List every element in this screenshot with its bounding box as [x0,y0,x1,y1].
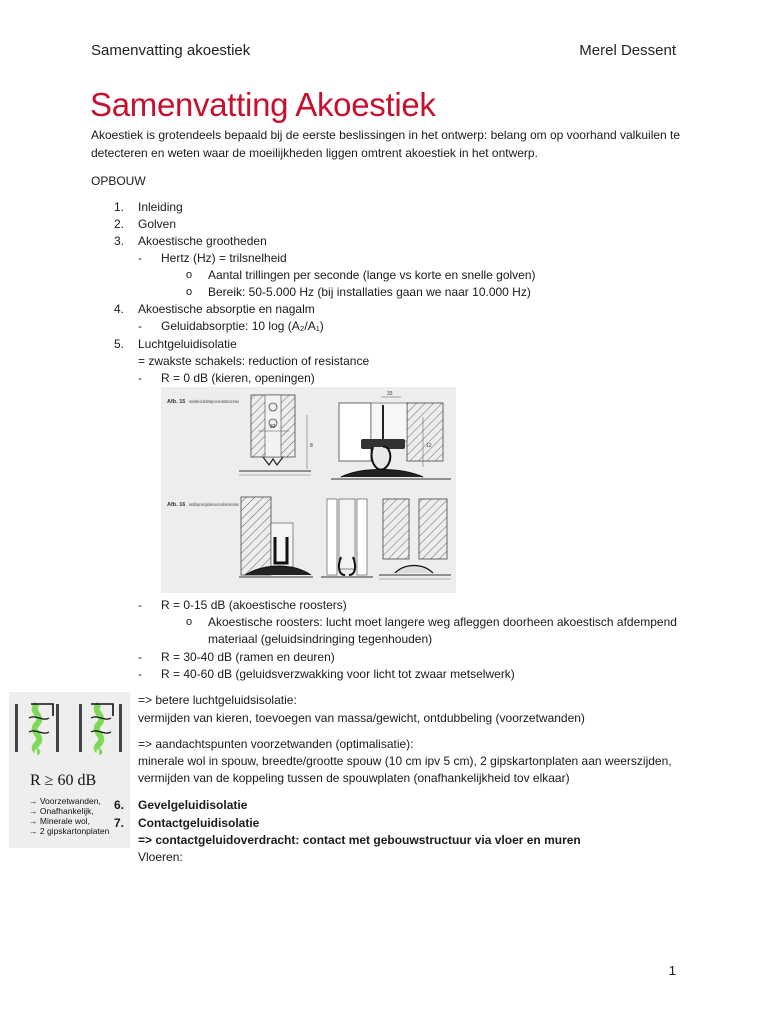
list-number: 6. [114,798,125,812]
sub-item-hertz: Hertz (Hz) = trilsnelheid [161,251,287,265]
caption-afb-15: Voorbeelden van kierdichtingen aan de onderkant van de deur. [189,399,239,404]
dimension-12: 12 [426,443,432,449]
seal-detail-b [331,391,451,479]
list-number: 2. [114,217,125,231]
list-item-golven: Golven [138,217,177,231]
header-document-title: Samenvatting akoestiek [91,42,251,59]
dimension-8: 8 [310,443,313,449]
sub-sub-item-trillingen: Aantal trillingen per seconde (lange vs korte en snelle golven) [208,268,536,282]
door-seal-figure [161,387,456,593]
dash-bullet: - [138,598,142,612]
sidebar-line-onafhankelijk: → Onafhankelijk, [29,806,94,816]
note-zwakste-schakels: = zwakste schakels: reduction of resistance [138,354,370,368]
dash-bullet: - [138,667,142,681]
r-value-label: R ≥ 60 dB [30,772,97,789]
section-heading-opbouw: OPBOUW [91,174,146,188]
sub-sub-item-bereik: Bereik: 50-5.000 Hz (bij installaties gaan we naar 10.000 Hz) [208,285,531,299]
caption-afb-15-label: Afb. 15 [167,399,186,405]
door-seal-drawing [161,387,456,593]
list-item-contactgeluidisolatie: Contactgeluidisolatie [138,816,260,830]
list-number: 4. [114,302,125,316]
dash-bullet: - [138,650,142,664]
list-item-akoestische-grootheden: Akoestische grootheden [138,234,267,248]
wall-insulation-figure [9,692,130,848]
list-item-absorptie: Akoestische absorptie en nagalm [138,302,315,316]
list-number: 1. [114,200,125,214]
dash-bullet: - [138,371,142,385]
sub-item-r-30-40: R = 30-40 dB (ramen en deuren) [161,650,335,664]
seal-detail-e [379,499,451,579]
list-item-gevelgeluidisolatie: Gevelgeluidisolatie [138,798,248,812]
sidebar-line-voorzetwanden: → Voorzetwanden, [29,796,101,806]
page-number: 1 [668,963,676,978]
sub-item-r-0-15: R = 0-15 dB (akoestische roosters) [161,598,347,612]
list-number: 3. [114,234,125,248]
dash-bullet: - [138,251,142,265]
floors-label: Vloeren: [138,850,183,864]
sidebar-line-minerale-wol: → Minerale wol, [29,816,90,826]
sub-sub-item-akoestische-roosters-cont: materiaal (geluidsindringing tegenhouden) [208,632,433,646]
seal-detail-c [239,497,313,577]
better-insulation-heading: => betere luchtgeluidsisolatie: [138,693,297,707]
dimension-33: 33 [387,391,393,397]
circle-bullet: o [186,286,193,298]
attention-points-line-1: minerale wol in spouw, breedte/grootte spouw (10 cm ipv 5 cm), 2 gipskartonplaten aan weerszijden, [138,754,672,768]
list-item-inleiding: Inleiding [138,200,183,214]
attention-points-line-2: vermijden van de koppeling tussen de spouwplaten (onafhankelijkheid tov elkaar) [138,771,570,785]
header-author: Merel Dessent [579,42,676,59]
better-insulation-text: vermijden van kieren, toevoegen van massa/gewicht, ontdubbeling (voorzetwanden) [138,711,585,725]
caption-afb-16: Kierdichtingen met lipprofielen aan de onderkant van de deur. [189,502,239,507]
sub-item-r-0: R = 0 dB (kieren, openingen) [161,371,315,385]
seal-detail-d [321,499,373,577]
circle-bullet: o [186,616,193,628]
list-number: 5. [114,337,125,351]
sub-item-r-40-60: R = 40-60 dB (geluidsverzwakking voor licht tot zwaar metselwerk) [161,667,515,681]
seal-detail-a [239,395,313,475]
circle-bullet: o [186,269,193,281]
dimension-32: 32 [270,424,276,430]
list-item-luchtgeluidisolatie: Luchtgeluidisolatie [138,337,237,351]
sub-sub-item-akoestische-roosters: Akoestische roosters: lucht moet langere weg afleggen doorheen akoestisch afdempend [208,615,677,629]
list-number: 7. [114,816,125,830]
caption-afb-16-label: Afb. 16 [167,502,186,508]
attention-points-heading: => aandachtspunten voorzetwanden (optimalisatie): [138,737,414,751]
sidebar-line-gipskartonplaten: → 2 gipskartonplaten [29,826,110,836]
contact-sound-note: => contactgeluidoverdracht: contact met gebouwstructuur via vloer en muren [138,833,581,847]
dash-bullet: - [138,319,142,333]
sub-item-geluidabsorptie: Geluidabsorptie: 10 log (A₂/A₁) [161,319,324,333]
double-wall-drawing [9,692,130,768]
intro-paragraph: Akoestiek is grotendeels bepaald bij de eerste beslissingen in het ontwerp: belang om op voorhand valkuilen te detecteren en weten waar de moeilijkheden liggen omtrent akoestiek in het ontwerp. [91,128,681,160]
page-title: Samenvatting Akoestiek [90,86,436,123]
